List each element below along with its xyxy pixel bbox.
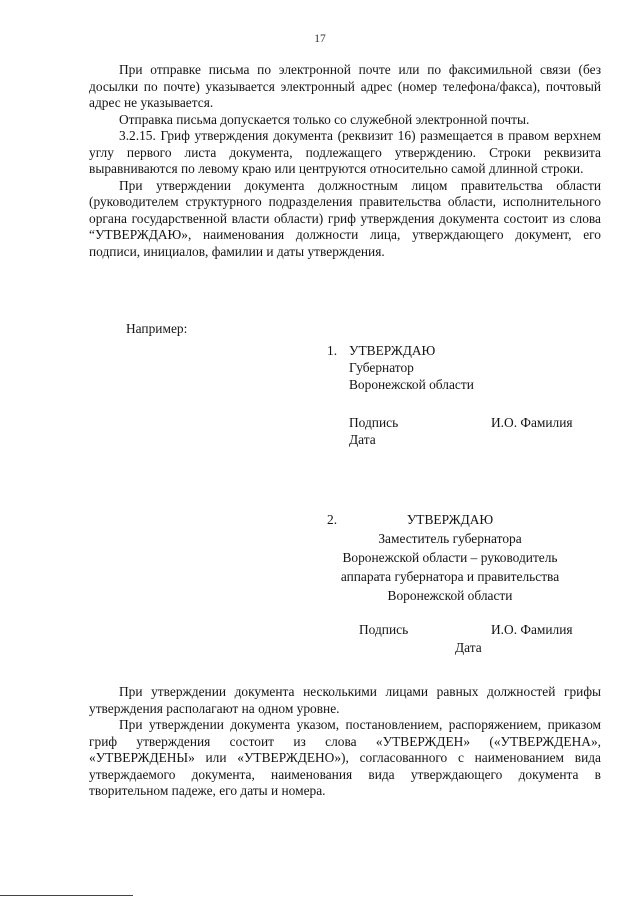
stamp-number: 1.	[327, 343, 338, 358]
paragraph: При утверждении документа несколькими лицами равных должностей грифы утверждения располагают на одном уровне.	[89, 684, 601, 716]
stamp-position: Воронежской области – руководитель	[342, 550, 558, 565]
paragraph: При утверждении документа должностным лицом правительства области (руководителем структурного подразделения правительства области, исполнительного органа государственной власти области) гриф утверждения документа состоит из слова “УТВЕРЖДАЮ», наименования должности лица, утверждающего документ, его подписи, инициалов, фамилии и даты утверждения.	[89, 177, 601, 259]
stamp-name: И.О. Фамилия	[491, 622, 573, 637]
paragraph: Отправка письма допускается только со служебной электронной почты.	[119, 111, 530, 127]
paragraph: При утверждении документа указом, постановлением, распоряжением, приказом гриф утверждения состоит из слова «УТВЕРЖДЕН» («УТВЕРЖДЕНА», «УТВЕРЖДЕНЫ» или «УТВЕРЖДЕНО»), согласованного с наименованием вида утверждаемого документа, наименования вида утверждающего документа в творительном падеже, его даты и номера.	[89, 717, 601, 798]
stamp-position: Воронежской области	[349, 377, 474, 392]
intro-text	[89, 62, 601, 260]
stamp-name: И.О. Фамилия	[491, 415, 573, 430]
example-label: Например:	[126, 321, 188, 336]
stamp-position: Воронежской области	[387, 588, 513, 603]
stamp-approve-word: УТВЕРЖДАЮ	[349, 343, 436, 358]
stamp-signature: Подпись	[359, 622, 409, 637]
stamp-date: Дата	[455, 640, 482, 655]
closing-text	[89, 684, 601, 800]
stamp-position: Заместитель губернатора	[378, 531, 522, 546]
stamp-date: Дата	[349, 432, 376, 447]
stamp-approve-word: УТВЕРЖДАЮ	[406, 512, 494, 527]
stamp-signature: Подпись	[349, 415, 399, 430]
stamp-position: Губернатор	[349, 360, 414, 375]
paragraph: При отправке письма по электронной почте или по факсимильной связи (без досылки по почте) указывается электронный адрес (номер телефона/факса), почтовый адрес не указывается.	[89, 62, 601, 110]
page-number: 17	[314, 33, 326, 45]
paragraph: 3.2.15. Гриф утверждения документа (реквизит 16) размещается в правом верхнем углу первого листа документа, подлежащего утверждению. Строки реквизита выравниваются по левому краю или центруются относительно самой длинной строки.	[89, 128, 601, 176]
footnote-divider	[0, 895, 133, 896]
stamp-number: 2.	[327, 512, 338, 527]
stamp-position: аппарата губернатора и правительства	[340, 569, 560, 584]
